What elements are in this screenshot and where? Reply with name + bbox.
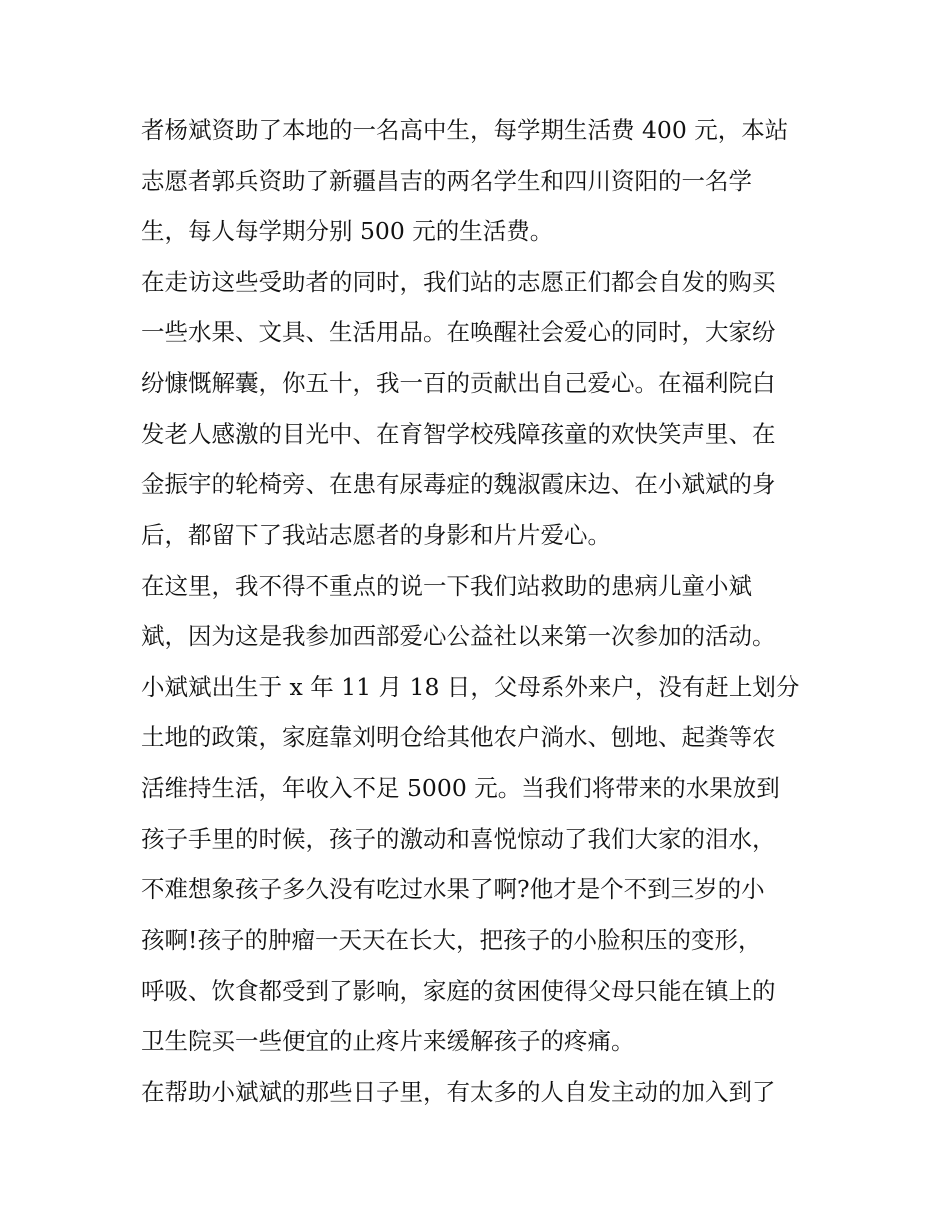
text-line: 活维持生活，年收入不足 5000 元。当我们将带来的水果放到 [141,774,780,802]
text-line: 后，都留下了我站志愿者的身影和片片爱心。 [141,521,611,549]
text-line: 者杨斌资助了本地的一名高中生，每学期生活费 400 元，本站 [141,116,789,144]
text-line: 纷慷慨解囊，你五十，我一百的贡献出自己爱心。在福利院白 [141,369,776,397]
text-line: 发老人感激的目光中、在育智学校残障孩童的欢快笑声里、在 [141,420,776,448]
text-line: 志愿者郭兵资助了新疆昌吉的两名学生和四川资阳的一名学 [141,167,752,195]
text-line: 孩子手里的时候，孩子的激动和喜悦惊动了我们大家的泪水， [141,825,776,853]
text-line: 小斌斌出生于 x 年 11 月 18 日，父母系外来户，没有赶上划分 [141,673,800,701]
text-line: 生，每人每学期分别 500 元的生活费。 [141,217,554,245]
text-line: 孩啊!孩子的肿瘤一天天在长大，把孩子的小脸积压的变形， [141,926,762,954]
text-line: 在走访这些受助者的同时，我们站的志愿正们都会自发的购买 [141,268,776,296]
text-line: 在帮助小斌斌的那些日子里，有太多的人自发主动的加入到了 [141,1078,776,1106]
text-line: 斌，因为这是我参加西部爱心公益社以来第一次参加的活动。 [141,622,776,650]
text-line: 土地的政策，家庭靠刘明仓给其他农户淌水、刨地、起粪等农 [141,723,776,751]
text-line: 不难想象孩子多久没有吃过水果了啊?他才是个不到三岁的小 [141,875,765,903]
text-line: 一些水果、文具、生活用品。在唤醒社会爱心的同时，大家纷 [141,318,776,346]
text-line: 卫生院买一些便宜的止疼片来缓解孩子的疼痛。 [141,1027,635,1055]
text-line: 金振宇的轮椅旁、在患有尿毒症的魏淑霞床边、在小斌斌的身 [141,470,776,498]
text-line: 在这里，我不得不重点的说一下我们站救助的患病儿童小斌 [141,572,752,600]
text-line: 呼吸、饮食都受到了影响，家庭的贫困使得父母只能在镇上的 [141,977,776,1005]
